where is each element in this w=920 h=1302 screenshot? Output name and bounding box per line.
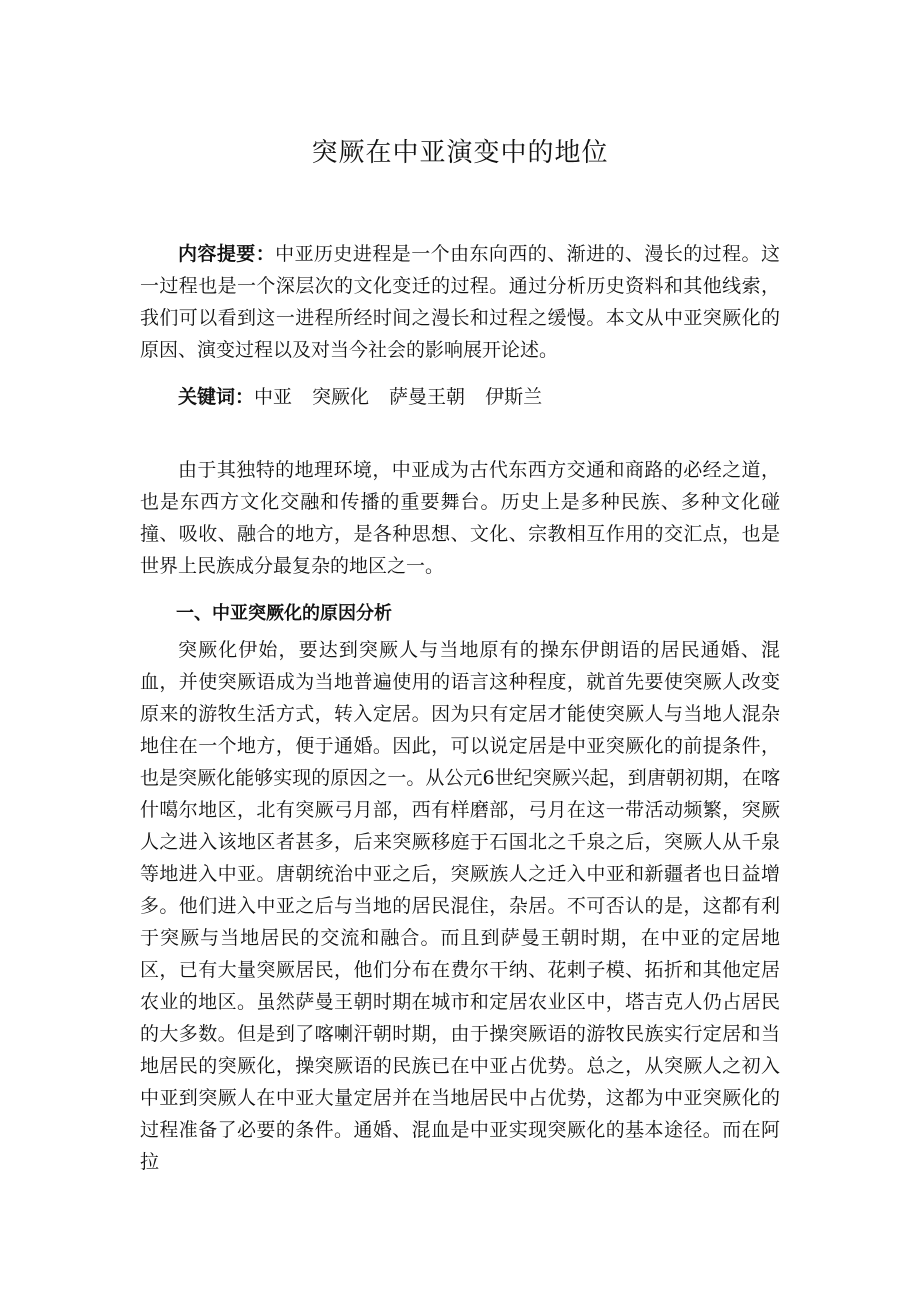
intro-paragraph: 由于其独特的地理环境，中亚成为古代东西方交通和商路的必经之道，也是东西方文化交融和传播的重要舞台。历史上是多种民族、多种文化碰撞、吸收、融合的地方，是各种思想、文化、宗教相互作用的交汇点，也是世界上民族成分最复杂的地区之一。 xyxy=(140,459,780,577)
section-heading: 一、中亚突厥化的原因分析 xyxy=(176,603,392,624)
keyword: 中亚 xyxy=(254,386,293,408)
keyword: 伊斯兰 xyxy=(485,386,543,408)
abstract-text: 中亚历史进程是一个由东向西的、渐进的、漫长的过程。这一过程也是一个深层次的文化变迁的过程。通过分析历史资料和其他线索，我们可以看到这一进程所经时间之漫长和过程之缓慢。本文从中亚突厥化的原因、演变过程以及对当今社会的影响展开论述。 xyxy=(140,243,780,361)
keywords-line xyxy=(140,381,780,413)
keyword: 突厥化 xyxy=(312,386,370,408)
document-title: 突厥在中亚演变中的地位 xyxy=(311,138,609,169)
abstract-paragraph xyxy=(140,238,780,366)
body-paragraph: 突厥化伊始，要达到突厥人与当地原有的操东伊朗语的居民通婚、混血，并使突厥语成为当地普遍使用的语言这种程度，就首先要使突厥人改变原来的游牧生活方式，转入定居。因为只有定居才能使突厥人与当地人混杂地住在一个地方，便于通婚。因此，可以说定居是中亚突厥化的前提条件，也是突厥化能够实现的原因之一。从公元6世纪突厥兴起，到唐朝初期，在喀什噶尔地区，北有突厥弓月部，西有样磨部，弓月在这一带活动频繁，突厥人之进入该地区者甚多，后来突厥移庭于石国北之千泉之后，突厥人从千泉等地进入中亚。唐朝统治中亚之后，突厥族人之迁入中亚和新疆者也日益增多。他们进入中亚之后与当地的居民混住，杂居。不可否认的是，这都有利于突厥与当地居民的交流和融合。而且到萨曼王朝时期，在中亚的定居地区，已有大量突厥居民，他们分布在费尔干纳、花剌子模、拓折和其他定居农业的地区。虽然萨曼王朝时期在城市和定居农业区中，塔吉克人仍占居民的大多数。但是到了喀喇汗朝时期，由于操突厥语的游牧民族实行定居和当地居民的突厥化，操突厥语的民族已在中亚占优势。总之，从突厥人之初入中亚到突厥人在中亚大量定居并在当地居民中占优势，这都为中亚突厥化的过程准备了必要的条件。通婚、混血是中亚实现突厥化的基本途径。而在阿拉 xyxy=(140,639,780,1173)
abstract-label: 内容提要： xyxy=(178,243,276,265)
keywords-label: 关键词： xyxy=(178,386,255,408)
keyword: 萨曼王朝 xyxy=(389,386,466,408)
